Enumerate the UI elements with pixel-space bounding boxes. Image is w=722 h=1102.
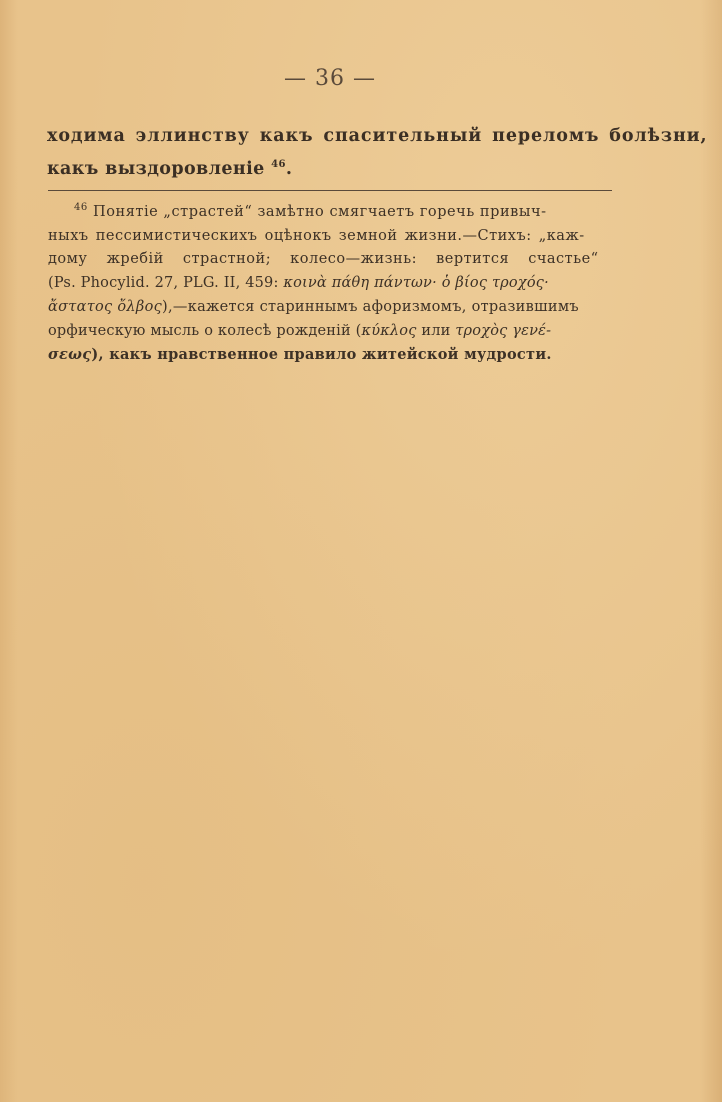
footnote-fragment: Понятіе „страстей“ замѣтно смягчаетъ горечь привыч- (93, 204, 547, 220)
footnote (48, 201, 614, 367)
greek-quotation: κοινὰ πάθη πάντων· ὁ βίος τροχός· (283, 275, 549, 292)
main-text (47, 120, 708, 186)
greek-word: κύκλος (361, 322, 417, 339)
footnote-line (48, 296, 614, 320)
footnote-line (48, 272, 614, 296)
footnote-separator-rule (48, 190, 612, 191)
footnote-line: дому жребій страстной; колесо—жизнь: вертится счастье“ (48, 251, 599, 268)
footnote-line (48, 320, 614, 344)
footnote-fragment: ), какъ нравственное правило житейской мудрости. (91, 346, 552, 364)
greek-word: τροχὸς γενέ- (455, 322, 552, 339)
footnote-marker: 46 (74, 202, 88, 214)
footnote-reference: 46 (271, 159, 286, 171)
footnote-line (48, 343, 614, 367)
footnote-fragment: или (416, 322, 456, 339)
footnote-fragment: ),—кажется стариннымъ афоризмомъ, отразившимъ (162, 298, 579, 315)
footnote-line: ныхъ пессимистическихъ оцѣнокъ земной жизни.—Стихъ: „каж- (48, 227, 585, 244)
page-number: — 36 — (284, 66, 376, 91)
greek-word: σεως (48, 346, 92, 364)
main-text-fragment: какъ выздоровленіе (47, 159, 265, 179)
main-text-fragment: . (285, 159, 293, 179)
footnote-fragment: орфическую мысль о колесѣ рожденій ( (48, 322, 362, 339)
footnote-line (48, 201, 614, 225)
main-text-line (47, 153, 613, 186)
main-text-line: ходима эллинству какъ спасительный переломъ болѣзни, (47, 126, 708, 146)
footnote-fragment: (Ps. Phocylid. 27, PLG. II, 459: (48, 275, 284, 292)
greek-quotation: ἄστατος ὄλβος (48, 298, 163, 315)
